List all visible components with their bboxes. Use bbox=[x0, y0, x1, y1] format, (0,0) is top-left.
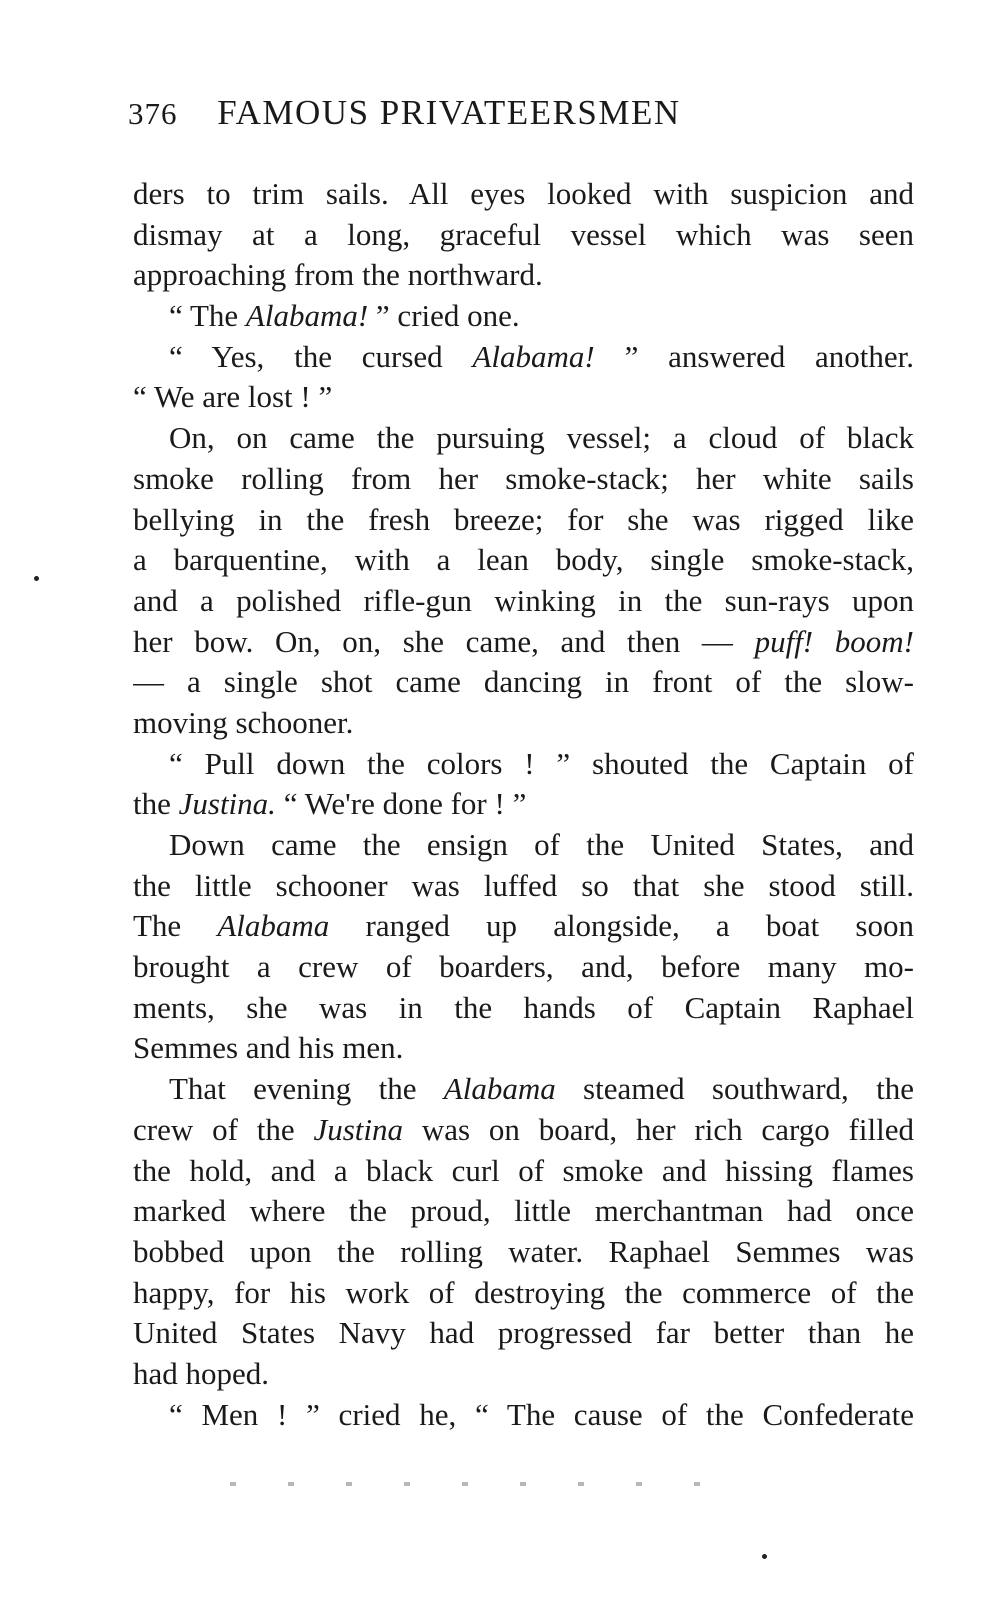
text-segment: Down came the ensign of the United States, and bbox=[169, 827, 914, 862]
text-line bbox=[133, 337, 914, 378]
text-line bbox=[133, 581, 914, 622]
text-segment: Semmes and his men. bbox=[133, 1030, 404, 1066]
text-segment: ranged up alongside, a boat soon bbox=[329, 908, 914, 944]
text-segment: crew of the bbox=[133, 1111, 314, 1147]
text-line bbox=[133, 662, 914, 703]
ship-name: Justina. bbox=[178, 786, 276, 822]
text-segment: ments, she was in the hands of Captain Raphael bbox=[133, 989, 914, 1025]
ship-name: Justina bbox=[313, 1111, 404, 1147]
text-segment: “ We're done for ! ” bbox=[275, 786, 527, 822]
text-segment: That evening the bbox=[169, 1071, 444, 1107]
text-line bbox=[133, 1191, 914, 1232]
text-segment: United States Navy had progressed far better than he bbox=[133, 1315, 914, 1351]
ship-name: Alabama bbox=[217, 908, 330, 944]
text-line bbox=[133, 744, 914, 785]
text-line bbox=[133, 540, 914, 581]
text-segment: the little schooner was luffed so that she stood still. bbox=[133, 867, 914, 903]
text-line bbox=[133, 784, 914, 825]
text-line bbox=[133, 703, 914, 744]
text-line bbox=[133, 1273, 914, 1314]
text-line bbox=[133, 296, 914, 337]
text-segment: “ Pull down the colors ! ” shouted the Captain of bbox=[169, 745, 914, 781]
text-line bbox=[133, 988, 914, 1029]
text-line bbox=[133, 459, 914, 500]
text-segment: “ Men ! ” cried he, “ The cause of the Confederate bbox=[169, 1396, 914, 1432]
text-segment: steamed southward, the bbox=[555, 1071, 914, 1107]
text-segment: moving schooner. bbox=[133, 704, 354, 740]
text-segment: bobbed upon the rolling water. Raphael Semmes was bbox=[133, 1233, 914, 1269]
text-line bbox=[133, 215, 914, 256]
text-line bbox=[133, 947, 914, 988]
text-line bbox=[133, 500, 914, 541]
text-line bbox=[133, 1028, 914, 1069]
text-segment: “ We are lost ! ” bbox=[133, 379, 333, 415]
text-segment: The bbox=[133, 908, 218, 944]
text-segment: bellying in the fresh breeze; for she was rigged like bbox=[133, 501, 914, 537]
text-segment: ders to trim sails. All eyes looked with suspicion and bbox=[133, 176, 914, 211]
ship-name: Alabama bbox=[443, 1071, 556, 1107]
text-segment: a barquentine, with a lean body, single smoke-stack, bbox=[133, 542, 914, 578]
text-line bbox=[133, 1313, 914, 1354]
scan-speck bbox=[34, 576, 39, 581]
text-line bbox=[133, 825, 914, 866]
body-text bbox=[133, 174, 914, 1435]
text-line bbox=[133, 255, 914, 296]
text-line bbox=[133, 622, 914, 663]
text-segment: and a polished rifle-gun winking in the sun-rays upon bbox=[133, 582, 914, 618]
text-segment: ” cried one. bbox=[368, 298, 520, 334]
text-segment: “ Yes, the cursed bbox=[169, 338, 473, 374]
book-title: FAMOUS PRIVATEERSMEN bbox=[217, 93, 681, 132]
text-segment: the bbox=[133, 786, 179, 822]
text-segment: ” answered another. bbox=[594, 338, 914, 374]
text-segment: the hold, and a black curl of smoke and hissing flames bbox=[133, 1152, 914, 1188]
text-segment: was on board, her rich cargo filled bbox=[403, 1111, 914, 1147]
text-segment: marked where the proud, little merchantman had once bbox=[133, 1193, 914, 1229]
text-line bbox=[133, 377, 914, 418]
text-line bbox=[133, 1110, 914, 1151]
text-line bbox=[133, 866, 914, 907]
running-head bbox=[128, 88, 918, 138]
text-segment: her bow. On, on, she came, and then — bbox=[133, 623, 755, 659]
text-segment: happy, for his work of destroying the commerce of the bbox=[133, 1274, 914, 1310]
text-segment: “ The bbox=[169, 298, 246, 334]
text-segment: smoke rolling from her smoke-stack; her white sails bbox=[133, 460, 914, 496]
scan-speck bbox=[762, 1554, 767, 1559]
text-line bbox=[133, 1232, 914, 1273]
ship-name: Alabama! bbox=[245, 298, 369, 334]
text-line bbox=[133, 174, 914, 215]
text-segment: had hoped. bbox=[133, 1355, 270, 1391]
text-line bbox=[133, 1069, 914, 1110]
text-line bbox=[133, 418, 914, 459]
text-line bbox=[133, 1395, 914, 1436]
text-segment: — a single shot came dancing in front of the slow- bbox=[133, 664, 914, 700]
ship-name: Alabama! bbox=[472, 338, 595, 374]
scan-artifact bbox=[230, 1482, 740, 1486]
text-line bbox=[133, 906, 914, 947]
text-segment: approaching from the northward. bbox=[133, 257, 543, 293]
text-segment: dismay at a long, graceful vessel which was seen bbox=[133, 216, 914, 252]
text-line bbox=[133, 1151, 914, 1192]
text-segment: brought a crew of boarders, and, before many mo- bbox=[133, 949, 914, 985]
text-line bbox=[133, 1354, 914, 1395]
italic-exclamation: puff! boom! bbox=[754, 623, 914, 659]
page-number: 376 bbox=[128, 96, 178, 131]
text-segment: On, on came the pursuing vessel; a cloud of black bbox=[169, 420, 914, 456]
